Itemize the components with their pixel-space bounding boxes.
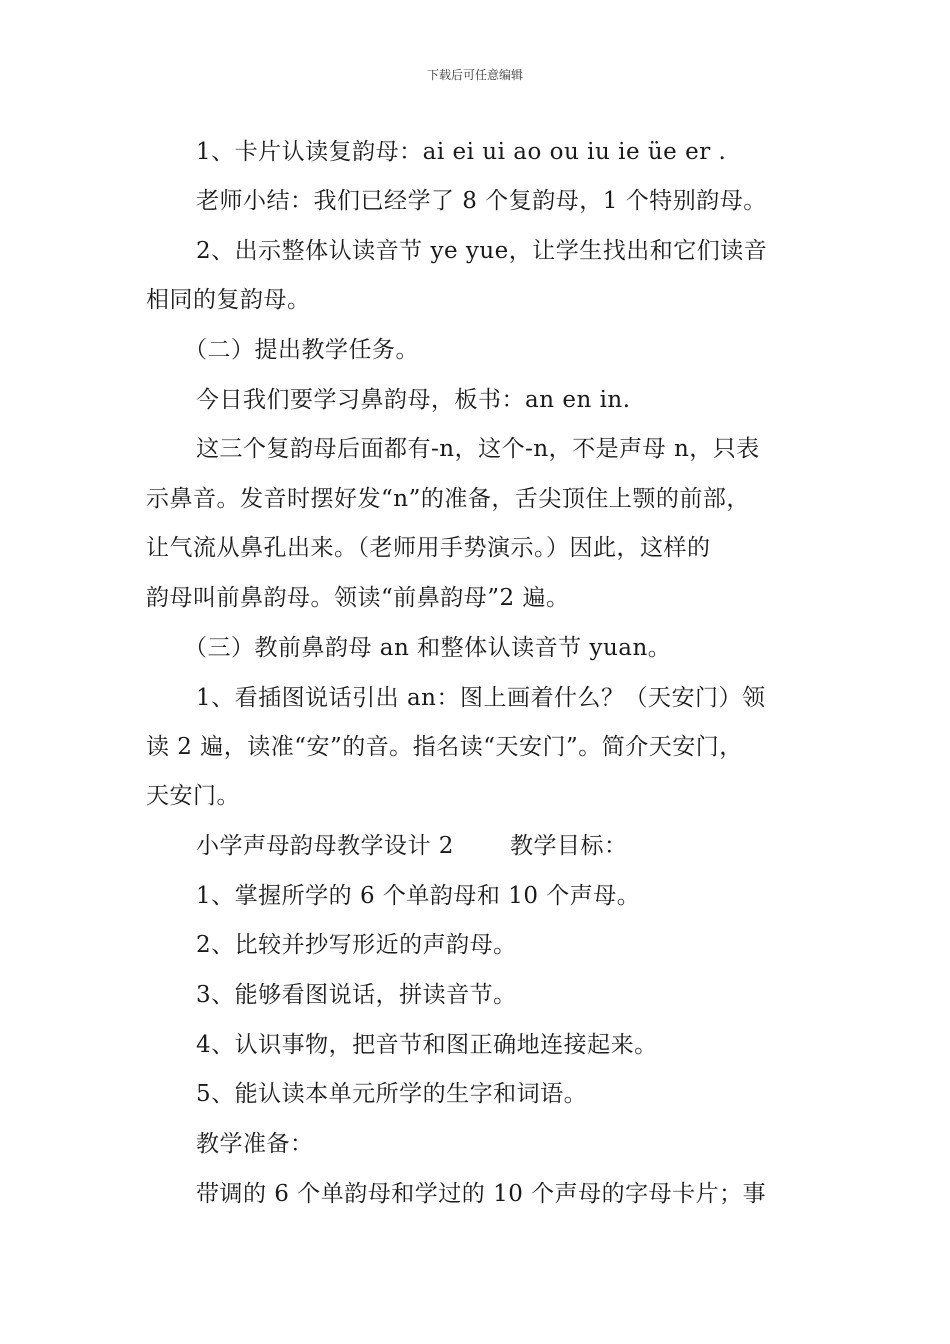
text-line: 读 2 遍，读准“安”的音。指名读“天安门”。简介天安门， [146,734,743,760]
text-line: 示鼻音。发音时摆好发“n”的准备，舌尖顶住上颚的前部， [146,486,750,512]
section-heading [196,832,627,860]
text-line: 老师小结：我们已经学了 8 个复韵母，1 个特别韵母。 [196,188,767,214]
text-line: 4、认识事物，把音节和图正确地连接起来。 [196,1032,658,1058]
text-line: 相同的复韵母。 [146,287,311,313]
text-line: 教学准备： [196,1131,314,1157]
section-subtitle: 教学目标： [509,833,628,859]
text-line: 1、掌握所学的 6 个单韵母和 10 个声母。 [196,883,641,909]
text-line: 天安门。 [146,783,240,809]
text-line: 带调的 6 个单韵母和学过的 10 个声母的字母卡片；事 [196,1181,767,1207]
text-line: 今日我们要学习鼻韵母，板书：an en in. [196,387,631,413]
text-line: 1、看插图说话引出 an：图上画着什么？（天安门）领 [196,685,766,711]
text-line: 2、出示整体认读音节 ye yue，让学生找出和它们读音 [196,238,768,264]
text-line: 韵母叫前鼻韵母。领读“前鼻韵母”2 遍。 [146,585,570,611]
text-line: 3、能够看图说话，拼读音节。 [196,982,517,1008]
section-title: 小学声母韵母教学设计 2 [196,833,454,859]
page-header: 下载后可任意编辑 [426,68,523,82]
text-line: 2、比较并抄写形近的声韵母。 [196,932,517,958]
text-line: 这三个复韵母后面都有-n，这个-n，不是声母 n，只表 [196,436,760,462]
text-line: 1、卡片认读复韵母：ai ei ui ao ou iu ie üe er . [196,139,727,165]
text-line: 让气流从鼻孔出来。（老师用手势演示。）因此，这样的 [146,535,711,561]
text-line: 5、能认读本单元所学的生字和词语。 [196,1081,588,1107]
text-line: （二）提出教学任务。 [184,337,419,363]
text-line: （三）教前鼻韵母 an 和整体认读音节 yuan。 [184,635,672,661]
